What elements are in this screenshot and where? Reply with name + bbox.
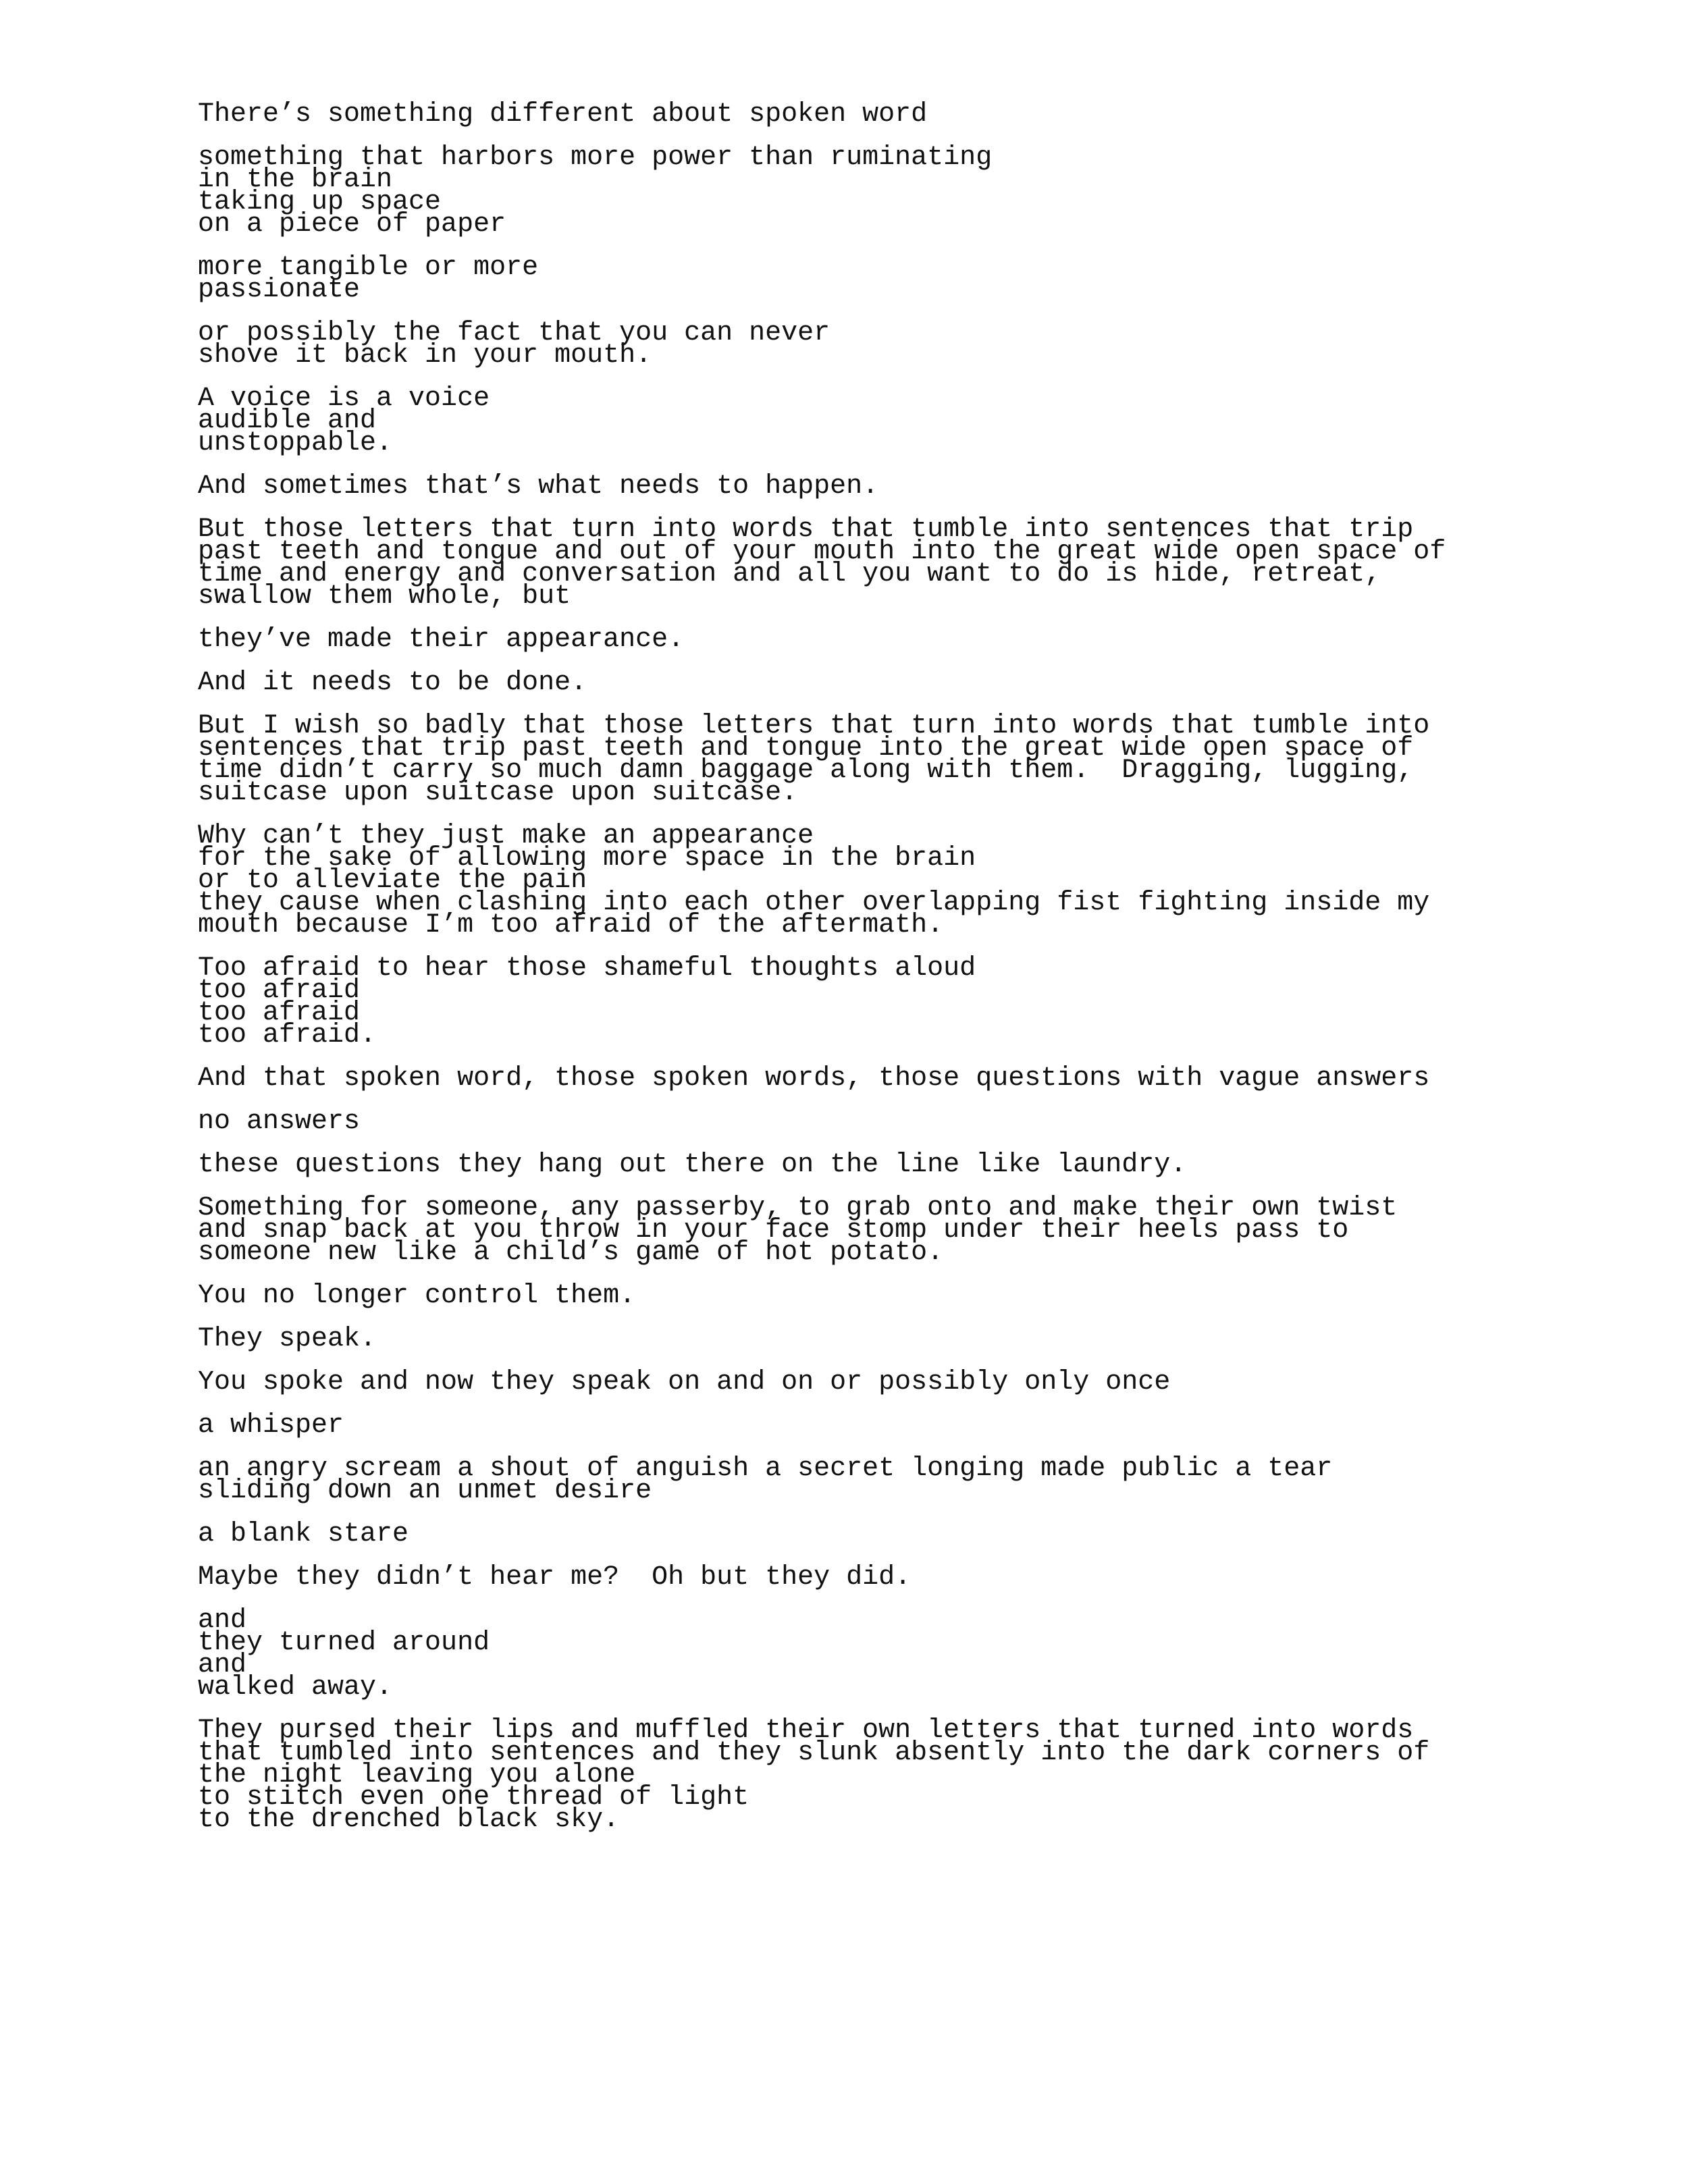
stanza xyxy=(198,1324,1548,1354)
poem-line: suitcase upon suitcase upon suitcase. xyxy=(198,778,798,808)
poem-line: more tangible or more xyxy=(198,252,539,283)
poem-line: a whisper xyxy=(198,1410,344,1441)
poem-line: an angry scream a shout of anguish a secret longing made public a tear xyxy=(198,1454,1333,1484)
poem-line: You no longer control them. xyxy=(198,1281,636,1311)
stanza xyxy=(198,1562,1548,1593)
stanza xyxy=(198,953,1548,1050)
poem-line: sliding down an unmet desire xyxy=(198,1476,652,1506)
poem-line: too afraid xyxy=(198,998,361,1028)
stanza xyxy=(198,1193,1548,1268)
poem-line: to stitch even one thread of light xyxy=(198,1782,749,1813)
poem-line: and snap back at you throw in your face stomp under their heels pass to xyxy=(198,1215,1349,1246)
poem-line: the night leaving you alone xyxy=(198,1760,636,1790)
poem-line: unstoppable. xyxy=(198,428,393,458)
poem-line: they cause when clashing into each other overlapping fist fighting inside my xyxy=(198,888,1430,918)
poem-line: for the sake of allowing more space in the brain xyxy=(198,843,976,874)
poem-line: Maybe they didn’t hear me? Oh but they did. xyxy=(198,1562,912,1593)
poem-line: Too afraid to hear those shameful thoughts aloud xyxy=(198,953,976,984)
stanza xyxy=(198,1281,1548,1311)
poem-line: time didn’t carry so much damn baggage along with them. Dragging, lugging, xyxy=(198,755,1414,786)
stanza xyxy=(198,711,1548,808)
poem-line: too afraid. xyxy=(198,1020,377,1050)
poem-line: that tumbled into sentences and they slunk absently into the dark corners of xyxy=(198,1738,1430,1768)
stanza xyxy=(198,624,1548,655)
poem-line: a blank stare xyxy=(198,1519,409,1549)
poem-line: past teeth and tongue and out of your mouth into the great wide open space of xyxy=(198,537,1446,567)
poem-line: something that harbors more power than ruminating xyxy=(198,142,993,173)
poem-line: to the drenched black sky. xyxy=(198,1805,620,1835)
poem-line: They speak. xyxy=(198,1324,377,1354)
poem-line: And that spoken word, those spoken words, those questions with vague answers xyxy=(198,1063,1430,1094)
stanza xyxy=(198,99,1548,130)
stanza xyxy=(198,318,1548,371)
stanza xyxy=(198,668,1548,698)
poem-line: they turned around xyxy=(198,1628,490,1658)
poem-line: or to alleviate the pain xyxy=(198,865,587,896)
poem-line: They pursed their lips and muffled their own letters that turned into words xyxy=(198,1715,1414,1746)
poem-line: or possibly the fact that you can never xyxy=(198,318,830,348)
poem-line: shove it back in your mouth. xyxy=(198,340,652,371)
poem-line: time and energy and conversation and all you want to do is hide, retreat, xyxy=(198,559,1381,589)
poem-line: someone new like a child’s game of hot potato. xyxy=(198,1237,944,1268)
poem-line: audible and xyxy=(198,406,377,436)
stanza xyxy=(198,1107,1548,1137)
stanza xyxy=(198,252,1548,305)
stanza xyxy=(198,1367,1548,1397)
poem-line: too afraid xyxy=(198,976,361,1006)
stanza xyxy=(198,383,1548,458)
poem-line: they’ve made their appearance. xyxy=(198,624,685,655)
poem-line: There’s something different about spoken word xyxy=(198,99,928,130)
stanza xyxy=(198,1519,1548,1549)
poem-line: and xyxy=(198,1605,247,1636)
stanza xyxy=(198,514,1548,612)
poem-line: A voice is a voice xyxy=(198,383,490,414)
poem-line: mouth because I’m too afraid of the aftermath. xyxy=(198,910,944,940)
poem-line: Something for someone, any passerby, to grab onto and make their own twist xyxy=(198,1193,1398,1223)
poem-line: walked away. xyxy=(198,1672,393,1703)
poem-line: in the brain xyxy=(198,165,393,195)
poem-body xyxy=(198,99,1548,1852)
stanza xyxy=(198,1063,1548,1094)
poem-line: sentences that trip past teeth and tongue into the great wide open space of xyxy=(198,733,1414,764)
poem-line: Why can’t they just make an appearance xyxy=(198,821,814,851)
stanza xyxy=(198,1150,1548,1180)
poem-line: You spoke and now they speak on and on or possibly only once xyxy=(198,1367,1171,1397)
poem-line: taking up space xyxy=(198,187,442,217)
poem-line: But I wish so badly that those letters that turn into words that tumble into xyxy=(198,711,1430,741)
poem-line: and xyxy=(198,1650,247,1680)
poem-line: these questions they hang out there on the line like laundry. xyxy=(198,1150,1187,1180)
stanza xyxy=(198,1715,1548,1835)
poem-line: And sometimes that’s what needs to happen. xyxy=(198,471,879,502)
poem-line: passionate xyxy=(198,275,361,305)
poem-line: swallow them whole, but xyxy=(198,581,571,612)
poem-line: And it needs to be done. xyxy=(198,668,587,698)
stanza xyxy=(198,821,1548,940)
poem-line: on a piece of paper xyxy=(198,209,506,240)
stanza xyxy=(198,1410,1548,1441)
stanza xyxy=(198,471,1548,502)
poem-line: no answers xyxy=(198,1107,361,1137)
stanza xyxy=(198,1605,1548,1703)
stanza xyxy=(198,142,1548,240)
poem-line: But those letters that turn into words that tumble into sentences that trip xyxy=(198,514,1414,545)
stanza xyxy=(198,1454,1548,1506)
